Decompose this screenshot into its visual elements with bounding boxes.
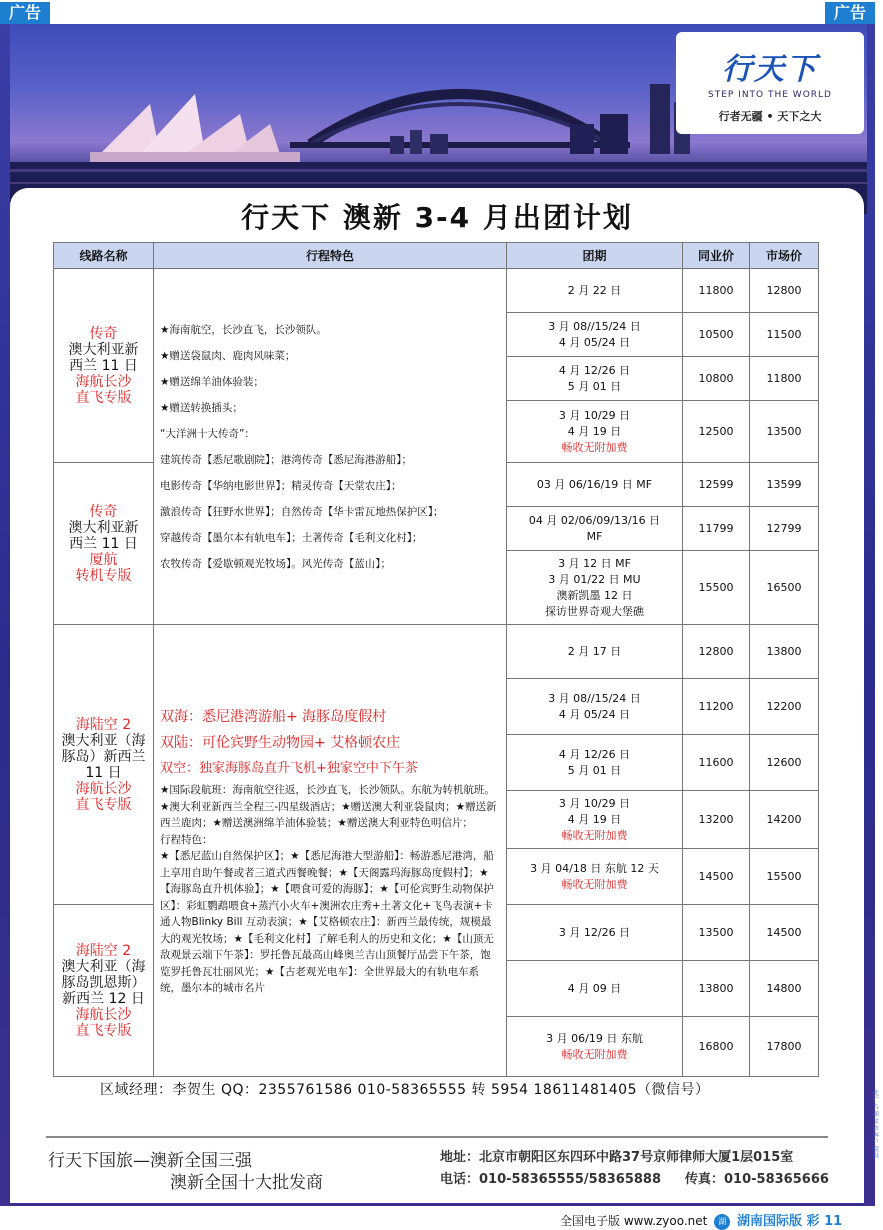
market-price: 14500 [750,905,819,961]
trade-price: 12599 [683,463,750,507]
trade-price: 12500 [683,401,750,463]
logo-name: 行天下 [722,52,818,87]
footer-address: 地址：北京市朝阳区东四环中路37号京师律师大厦1层015室 [440,1150,794,1165]
market-price: 14800 [750,961,819,1017]
market-price: 17800 [750,1017,819,1077]
logo-subtitle: STEP INTO THE WORLD [707,90,832,100]
trade-price: 12800 [683,625,750,679]
trade-price: 13800 [683,961,750,1017]
table-row [54,625,819,679]
ad-label-left: 广告 [0,2,50,24]
market-price: 13500 [750,401,819,463]
route-cell: 传奇 澳大利亚新 西兰 11 日 厦航 转机专版 [54,463,154,625]
market-price: 13800 [750,625,819,679]
date-cell: 3 月 04/18 日 东航 12 天 畅收无附加费 [507,849,683,905]
header-trade-price: 同业价 [683,243,750,269]
date-cell: 2 月 22 日 [507,269,683,313]
date-cell: 3 月 08//15/24 日 4 月 05/24 日 [507,679,683,735]
trade-price: 11799 [683,507,750,551]
market-price: 12200 [750,679,819,735]
footer-phone: 电话：010-58365555/58365888 [440,1172,662,1187]
side-disclaimer: 此广告图文由客户提供 [873,1090,880,1160]
market-price: 12799 [750,507,819,551]
trade-price: 16800 [683,1017,750,1077]
market-price: 11800 [750,357,819,401]
logo-slogan: 行者无疆 • 天下之大 [718,110,822,123]
edition-label: 湖南国际版 彩 11 [737,1214,843,1229]
page-footer-bar [560,1210,842,1230]
date-cell: 4 月 12/26 日 5 月 01 日 [507,357,683,401]
route-cell: 海陆空 2 澳大利亚（海 豚岛凯恩斯） 新西兰 12 日 海航长沙 直飞专版 [54,905,154,1077]
table-header-row [54,243,819,269]
manager-contact: 区域经理：李贺生 QQ：2355761586 010-58365555 转 5954 18611481405（微信号） [100,1082,710,1098]
site-url: 全国电子版 www.zyoo.net [560,1214,708,1228]
features-cell: 双海：悉尼港湾游船+ 海豚岛度假村 双陆：可伦宾野生动物园+ 艾格顿农庄 双空：独家海豚岛直升飞机+独家空中下午茶 ★国际段航班：海南航空往返，长沙直飞，长沙领队。东航为转机航班。 ★澳大利亚新西兰全程三-四星级酒店；★赠送澳大利亚袋鼠肉；★赠送新西兰鹿肉；★赠送澳洲绵羊油体验装；★赠送澳大利亚特色明信片； 行程特色： ★【悉尼蓝山自然保护区】；★【悉尼海港大型游船】：畅游悉尼港湾，船上享用自助午餐或者三道式西餐晚餐；★【天阁露玛海豚岛度假村】；★【海豚岛直升机体验】；★【喂食可爱的海豚】；★【可伦宾野生动物保护区】：彩虹鹦鹉喂食+蒸汽小火车+澳洲农庄秀+土著文化+飞鸟表演+卡通人物Blinky Bill 互动表演；★【艾格顿农庄】：新西兰最传统，规模最大的观光牧场；★【毛利文化村】了解毛利人的历史和文化；★【山顶无敌观景云端下午茶】：罗托鲁瓦最高山峰奥兰吉山顶餐厅品尝下午茶，饱览罗托鲁瓦壮丽风光；★【古老观光电车】：全世界最大的有轨电车系统，墨尔本的城市名片 [154,625,507,1077]
date-cell: 4 月 12/26 日 5 月 01 日 [507,735,683,791]
trade-price: 11600 [683,735,750,791]
trade-price: 13500 [683,905,750,961]
market-price: 15500 [750,849,819,905]
header-route: 线路名称 [54,243,154,269]
header-features: 行程特色 [154,243,507,269]
province-badge-icon: 湖 [714,1214,730,1230]
date-cell: 3 月 12 日 MF 3 月 01/22 日 MU 澳新凯墨 12 日 探访世界奇观大堡礁 [507,551,683,625]
trade-price: 14500 [683,849,750,905]
header-dates: 团期 [507,243,683,269]
features-cell: ★海南航空，长沙直飞，长沙领队。 ★赠送袋鼠肉、鹿肉风味菜； ★赠送绵羊油体验装； ★赠送转换插头； “大洋洲十大传奇”： 建筑传奇【悉尼歌剧院】；港湾传奇【悉尼海港游船】； 电影传奇【华纳电影世界】；精灵传奇【天堂农庄】； 激浪传奇【狂野水世界】；自然传奇【华卡雷瓦地热保护区】； 穿越传奇【墨尔本有轨电车】；土著传奇【毛利文化村】； 农牧传奇【爱歇顿观光牧场】。风光传奇【蓝山】； [154,269,507,625]
date-cell: 3 月 10/29 日 4 月 19 日 畅收无附加费 [507,401,683,463]
route-cell: 海陆空 2 澳大利亚（海 豚岛）新西兰 11 日 海航长沙 直飞专版 [54,625,154,905]
footer-divider [46,1136,828,1138]
trade-price: 10500 [683,313,750,357]
page-title: 行天下 澳新 3-4 月出团计划 [241,201,633,234]
market-price: 13599 [750,463,819,507]
brand-logo [676,32,864,134]
date-cell: 2 月 17 日 [507,625,683,679]
trade-price: 11200 [683,679,750,735]
date-cell: 3 月 12/26 日 [507,905,683,961]
trade-price: 15500 [683,551,750,625]
trade-price: 10800 [683,357,750,401]
market-price: 12600 [750,735,819,791]
table-row [54,269,819,313]
date-cell: 3 月 08//15/24 日 4 月 05/24 日 [507,313,683,357]
ad-label-right: 广告 [825,2,875,24]
trade-price: 11800 [683,269,750,313]
market-price: 14200 [750,791,819,849]
date-cell: 04 月 02/06/09/13/16 日 MF [507,507,683,551]
tour-schedule-table [53,242,819,1077]
footer-tagline-2: 澳新全国十大批发商 [170,1173,323,1193]
date-cell: 03 月 06/16/19 日 MF [507,463,683,507]
date-cell: 4 月 09 日 [507,961,683,1017]
market-price: 11500 [750,313,819,357]
date-cell: 3 月 06/19 日 东航 畅收无附加费 [507,1017,683,1077]
date-cell: 3 月 10/29 日 4 月 19 日 畅收无附加费 [507,791,683,849]
header-market-price: 市场价 [750,243,819,269]
footer-contacts [440,1168,829,1187]
trade-price: 13200 [683,791,750,849]
route-cell: 传奇 澳大利亚新 西兰 11 日 海航长沙 直飞专版 [54,269,154,463]
footer-fax: 传真：010-58365666 [685,1172,829,1187]
market-price: 12800 [750,269,819,313]
footer-tagline-1: 行天下国旅—澳新全国三强 [48,1151,252,1171]
market-price: 16500 [750,551,819,625]
